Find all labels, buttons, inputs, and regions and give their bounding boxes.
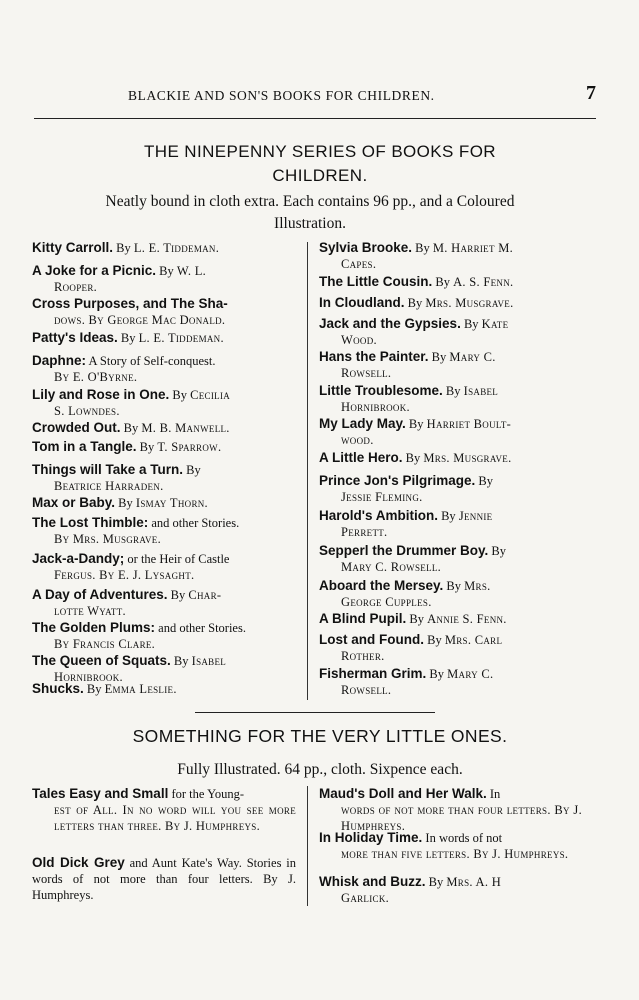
book-by: By xyxy=(429,667,445,681)
book-by: By xyxy=(446,579,462,593)
section-divider-rule xyxy=(195,712,435,713)
book-continuation: Perrett. xyxy=(341,525,388,539)
book-author: Cecilia xyxy=(190,388,231,402)
book-entry xyxy=(32,587,296,619)
book-entry xyxy=(32,855,296,903)
book-subtitle: or the Heir of Castle xyxy=(127,552,230,566)
book-continuation: Fergus. By E. J. Lysaght. xyxy=(54,568,195,582)
book-title: Daphne: xyxy=(32,353,86,368)
book-subtitle: and other Stories. xyxy=(158,621,246,635)
book-by: By xyxy=(415,241,430,255)
section-heading-ninepenny xyxy=(40,140,600,188)
book-list-right xyxy=(319,240,582,700)
column-divider xyxy=(307,242,308,700)
book-title: Crowded Out. xyxy=(32,420,121,435)
book-list-little-ones-left xyxy=(32,786,296,916)
book-author: Emma Leslie. xyxy=(104,682,177,696)
book-title: A Day of Adventures. xyxy=(32,587,168,602)
book-by: By xyxy=(123,421,139,435)
book-continuation: Beatrice Harraden. xyxy=(54,479,164,493)
book-continuation: Mary C. Rowsell. xyxy=(341,560,442,574)
book-continuation: S. Lowndes. xyxy=(54,404,120,418)
book-title: Tom in a Tangle. xyxy=(32,439,137,454)
book-continuation: George Cupples. xyxy=(341,595,432,609)
book-title: The Little Cousin. xyxy=(319,274,433,289)
book-by: By xyxy=(186,463,201,477)
book-title: In Cloudland. xyxy=(319,295,405,310)
book-title: Tales Easy and Small xyxy=(32,786,169,801)
book-title: Sylvia Brooke. xyxy=(319,240,413,255)
book-continuation: words of not more than four letters. By J. Humphreys. xyxy=(341,803,582,833)
header-rule xyxy=(34,118,596,119)
book-entry xyxy=(32,263,296,295)
book-continuation: By Francis Clare. xyxy=(54,637,156,651)
book-entry xyxy=(319,450,582,466)
book-author: Jennie xyxy=(458,509,493,523)
book-by: By xyxy=(409,612,424,626)
book-entry xyxy=(32,551,296,583)
column-divider xyxy=(307,786,308,906)
book-author: Ismay Thorn. xyxy=(135,496,208,510)
book-by: By xyxy=(86,682,102,696)
book-author: Mrs. Musgrave. xyxy=(423,451,512,465)
book-title: Cross Purposes, and The Sha- xyxy=(32,296,228,311)
book-title: My Lady May. xyxy=(319,416,406,431)
book-entry xyxy=(319,240,582,272)
book-author: Mary C. xyxy=(447,667,494,681)
book-continuation: Rooper. xyxy=(54,280,98,294)
book-continuation: Capes. xyxy=(341,257,377,271)
book-continuation: more than five letters. By J. Humphreys. xyxy=(341,847,569,861)
book-entry xyxy=(32,515,296,547)
book-entry xyxy=(32,296,296,328)
heading-line: THE NINEPENNY SERIES OF BOOKS FOR xyxy=(143,142,496,161)
book-by: By xyxy=(435,275,450,289)
running-title: BLACKIE AND SON'S BOOKS FOR CHILDREN. xyxy=(128,88,435,103)
book-title: Lily and Rose in One. xyxy=(32,387,170,402)
book-entry xyxy=(32,786,296,834)
book-by: By xyxy=(116,241,131,255)
book-title: Maud's Doll and Her Walk. xyxy=(319,786,487,801)
book-title: Fisherman Grim. xyxy=(319,666,427,681)
book-title: Whisk and Buzz. xyxy=(319,874,426,889)
book-title: Harold's Ambition. xyxy=(319,508,438,523)
book-author: Mrs. A. H xyxy=(446,875,502,889)
book-title: The Golden Plums: xyxy=(32,620,156,635)
book-title: Prince Jon's Pilgrimage. xyxy=(319,473,476,488)
page-number: 7 xyxy=(586,82,596,104)
book-author: W. L. xyxy=(176,264,207,278)
page-header xyxy=(36,84,596,108)
book-title: Things will Take a Turn. xyxy=(32,462,184,477)
intro-line: Neatly bound in cloth extra. Each contains 96 pp., and a Coloured xyxy=(105,193,515,210)
book-continuation: est of All. In no word will you see more letters than three. By J. Humphreys. xyxy=(54,803,296,833)
book-title: Hans the Painter. xyxy=(319,349,429,364)
book-title: Sepperl the Drummer Boy. xyxy=(319,543,489,558)
book-author: M. B. Manwell. xyxy=(141,421,230,435)
book-entry xyxy=(32,495,296,511)
book-author: Isabel xyxy=(463,384,499,398)
book-entry xyxy=(319,578,582,610)
book-by: By xyxy=(118,496,133,510)
book-entry xyxy=(319,786,582,834)
book-continuation: By Mrs. Musgrave. xyxy=(54,532,162,546)
book-subtitle: and other Stories. xyxy=(151,516,240,530)
book-by: By xyxy=(428,875,444,889)
book-entry xyxy=(319,611,582,627)
book-title: The Lost Thimble: xyxy=(32,515,149,530)
book-entry xyxy=(32,387,296,419)
book-by: By xyxy=(407,296,423,310)
book-list-little-ones-right xyxy=(319,786,582,916)
book-entry xyxy=(319,830,582,862)
book-title: Old Dick Grey xyxy=(32,855,125,870)
book-title: Kitty Carroll. xyxy=(32,240,114,255)
book-entry xyxy=(319,666,582,698)
book-subtitle: for the Young- xyxy=(171,787,245,801)
book-entry xyxy=(319,295,582,311)
book-entry xyxy=(319,274,582,290)
book-author: L. E. Tiddeman. xyxy=(138,331,224,345)
book-by: By xyxy=(120,331,136,345)
book-by: By xyxy=(431,350,447,364)
book-continuation: Hornibrook. xyxy=(54,670,123,684)
book-entry xyxy=(319,473,582,505)
book-entry xyxy=(319,316,582,348)
book-title: Jack-a-Dandy; xyxy=(32,551,125,566)
book-continuation: Garlick. xyxy=(341,891,390,905)
book-title: Lost and Found. xyxy=(319,632,424,647)
book-author: T. Sparrow. xyxy=(157,440,222,454)
book-title: Patty's Ideas. xyxy=(32,330,118,345)
book-title: The Queen of Squats. xyxy=(32,653,171,668)
book-title: Aboard the Mersey. xyxy=(319,578,444,593)
book-author: Annie S. Fenn. xyxy=(427,612,507,626)
book-by: By xyxy=(441,509,456,523)
book-entry xyxy=(32,240,296,256)
book-title: A Joke for a Picnic. xyxy=(32,263,157,278)
section-intro-little-ones: Fully Illustrated. 64 pp., cloth. Sixpence each. xyxy=(177,761,463,778)
book-title: A Blind Pupil. xyxy=(319,611,407,626)
section-heading-little-ones: SOMETHING FOR THE VERY LITTLE ONES. xyxy=(132,726,508,746)
book-continuation: lotte Wyatt. xyxy=(54,604,126,618)
book-continuation: dows. By George Mac Donald. xyxy=(54,313,226,327)
book-entry xyxy=(32,620,296,652)
book-entry xyxy=(32,462,296,494)
book-by: By xyxy=(427,633,442,647)
book-author: Harriet Boult- xyxy=(426,417,512,431)
book-by: By xyxy=(173,654,189,668)
intro-line: Illustration. xyxy=(274,215,346,232)
book-author: A. S. Fenn. xyxy=(453,275,514,289)
book-list-left xyxy=(32,240,296,700)
book-author: L. E. Tiddeman. xyxy=(133,241,220,255)
book-by: By xyxy=(445,384,461,398)
book-title: Shucks. xyxy=(32,681,84,696)
book-author: Mary C. xyxy=(449,350,496,364)
book-entry xyxy=(32,330,296,346)
book-subtitle: In xyxy=(489,787,501,801)
book-continuation: Hornibrook. xyxy=(341,400,410,414)
book-continuation: By E. O'Byrne. xyxy=(54,370,138,384)
book-continuation: Jessie Fleming. xyxy=(341,490,423,504)
book-by: By xyxy=(491,544,507,558)
book-entry xyxy=(319,508,582,540)
book-subtitle: A Story of Self-conquest. xyxy=(88,354,216,368)
book-author: Kate xyxy=(481,317,509,331)
book-title: Little Troublesome. xyxy=(319,383,443,398)
book-entry xyxy=(32,439,296,455)
book-entry xyxy=(319,632,582,664)
book-by: By xyxy=(478,474,493,488)
book-by: By xyxy=(405,451,421,465)
book-entry xyxy=(319,416,582,448)
book-continuation: Rowsell. xyxy=(341,683,392,697)
book-author: Isabel xyxy=(191,654,227,668)
section-intro-ninepenny xyxy=(30,191,590,235)
book-author: Mrs. xyxy=(464,579,491,593)
book-title: Max or Baby. xyxy=(32,495,116,510)
book-entry xyxy=(319,543,582,575)
book-entry xyxy=(32,681,296,697)
book-entry xyxy=(319,874,582,906)
heading-line: CHILDREN. xyxy=(272,166,368,185)
book-title: Jack and the Gypsies. xyxy=(319,316,461,331)
book-author: M. Harriet M. xyxy=(432,241,514,255)
book-by: By xyxy=(172,388,187,402)
book-subtitle: In words of not xyxy=(425,831,503,845)
book-by: By xyxy=(408,417,424,431)
book-author: Mrs. Carl xyxy=(444,633,503,647)
book-by: By xyxy=(463,317,479,331)
book-entry xyxy=(32,353,296,385)
book-author: Mrs. Musgrave. xyxy=(425,296,514,310)
book-author: Char- xyxy=(188,588,222,602)
book-by: By xyxy=(159,264,174,278)
book-subtitle: and Aunt Kate's Way. Stories in words of not more than four letters. By J. Humphreys. xyxy=(32,856,296,902)
book-entry xyxy=(32,420,296,436)
book-title: In Holiday Time. xyxy=(319,830,423,845)
book-entry xyxy=(319,383,582,415)
book-by: By xyxy=(170,588,186,602)
book-continuation: Wood. xyxy=(341,333,377,347)
book-title: A Little Hero. xyxy=(319,450,403,465)
book-entry xyxy=(319,349,582,381)
book-continuation: wood. xyxy=(341,433,374,447)
book-by: By xyxy=(139,440,155,454)
book-continuation: Rowsell. xyxy=(341,366,392,380)
book-continuation: Rother. xyxy=(341,649,385,663)
